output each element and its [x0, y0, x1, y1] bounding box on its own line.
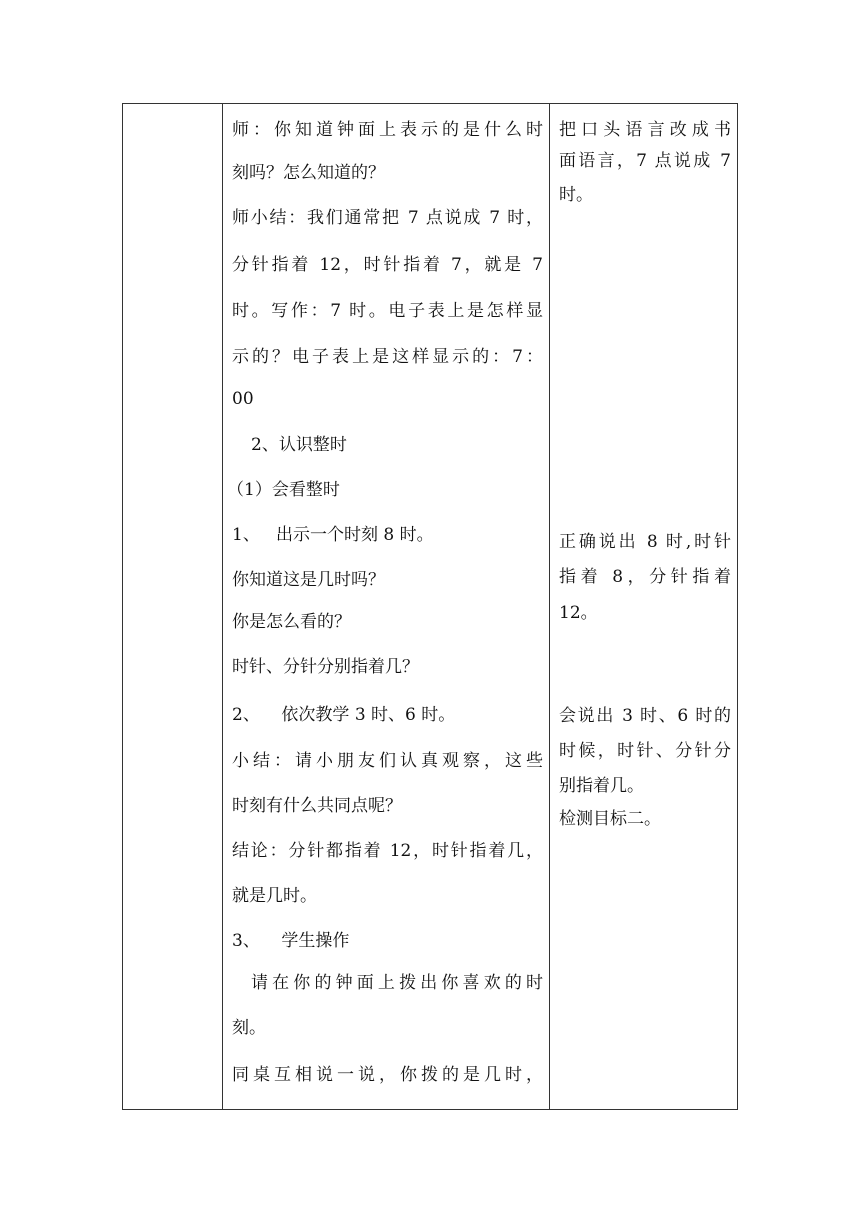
text-line: 时针、分针分别指着几？: [232, 657, 419, 677]
note-line: 时。: [559, 185, 593, 205]
note-line: 把口头语言改成书: [559, 120, 731, 140]
lesson-table: [122, 103, 738, 1110]
note-line: 检测目标二。: [559, 809, 661, 829]
teaching-process-column: [223, 104, 550, 1109]
design-notes-column: [550, 104, 739, 1109]
note-line: 指着 8，分针指着: [559, 567, 731, 587]
text-line: 分针指着 12，时针指着 7，就是 7: [232, 255, 543, 275]
note-line: 面语言，7 点说成 7: [559, 151, 731, 171]
text-line: 你是怎么看的？: [232, 612, 351, 632]
note-line: 正确说出 8 时,时针: [559, 532, 731, 552]
note-line: 别指着几。: [559, 776, 644, 796]
text-line: 就是几时。: [232, 886, 317, 906]
numbered-item: 1、 出示一个时刻 8 时。: [232, 525, 434, 545]
text-line: 刻。: [232, 1018, 266, 1038]
text-line: 00: [232, 389, 254, 409]
text-line: 结论：分针都指着 12，时针指着几，: [232, 841, 543, 861]
section-heading: 2、认识整时: [251, 435, 347, 455]
numbered-item: 3、 学生操作: [232, 931, 350, 951]
text-line: 请在你的钟面上拨出你喜欢的时: [251, 973, 543, 993]
text-line: 师：你知道钟面上表示的是什么时: [232, 120, 543, 140]
text-line: 时。写作：7 时。电子表上是怎样显: [232, 301, 543, 321]
note-line: 12。: [559, 603, 598, 623]
numbered-item: 2、 依次教学 3 时、6 时。: [232, 705, 456, 725]
note-line: 会说出 3 时、6 时的: [559, 706, 731, 726]
text-line: 时刻有什么共同点呢？: [232, 796, 402, 816]
text-line: 同桌互相说一说，你拨的是几时，: [232, 1065, 543, 1085]
text-line: 师小结：我们通常把 7 点说成 7 时，: [232, 208, 543, 228]
text-line: 示的？电子表上是这样显示的：7：: [232, 347, 543, 367]
subsection-heading: （1）会看整时: [227, 480, 340, 500]
text-line: 小结：请小朋友们认真观察，这些: [232, 751, 543, 771]
blank-column: [123, 104, 222, 1109]
note-line: 时候，时针、分针分: [559, 741, 731, 761]
text-line: 刻吗？怎么知道的？: [232, 163, 385, 183]
text-line: 你知道这是几时吗？: [232, 570, 385, 590]
